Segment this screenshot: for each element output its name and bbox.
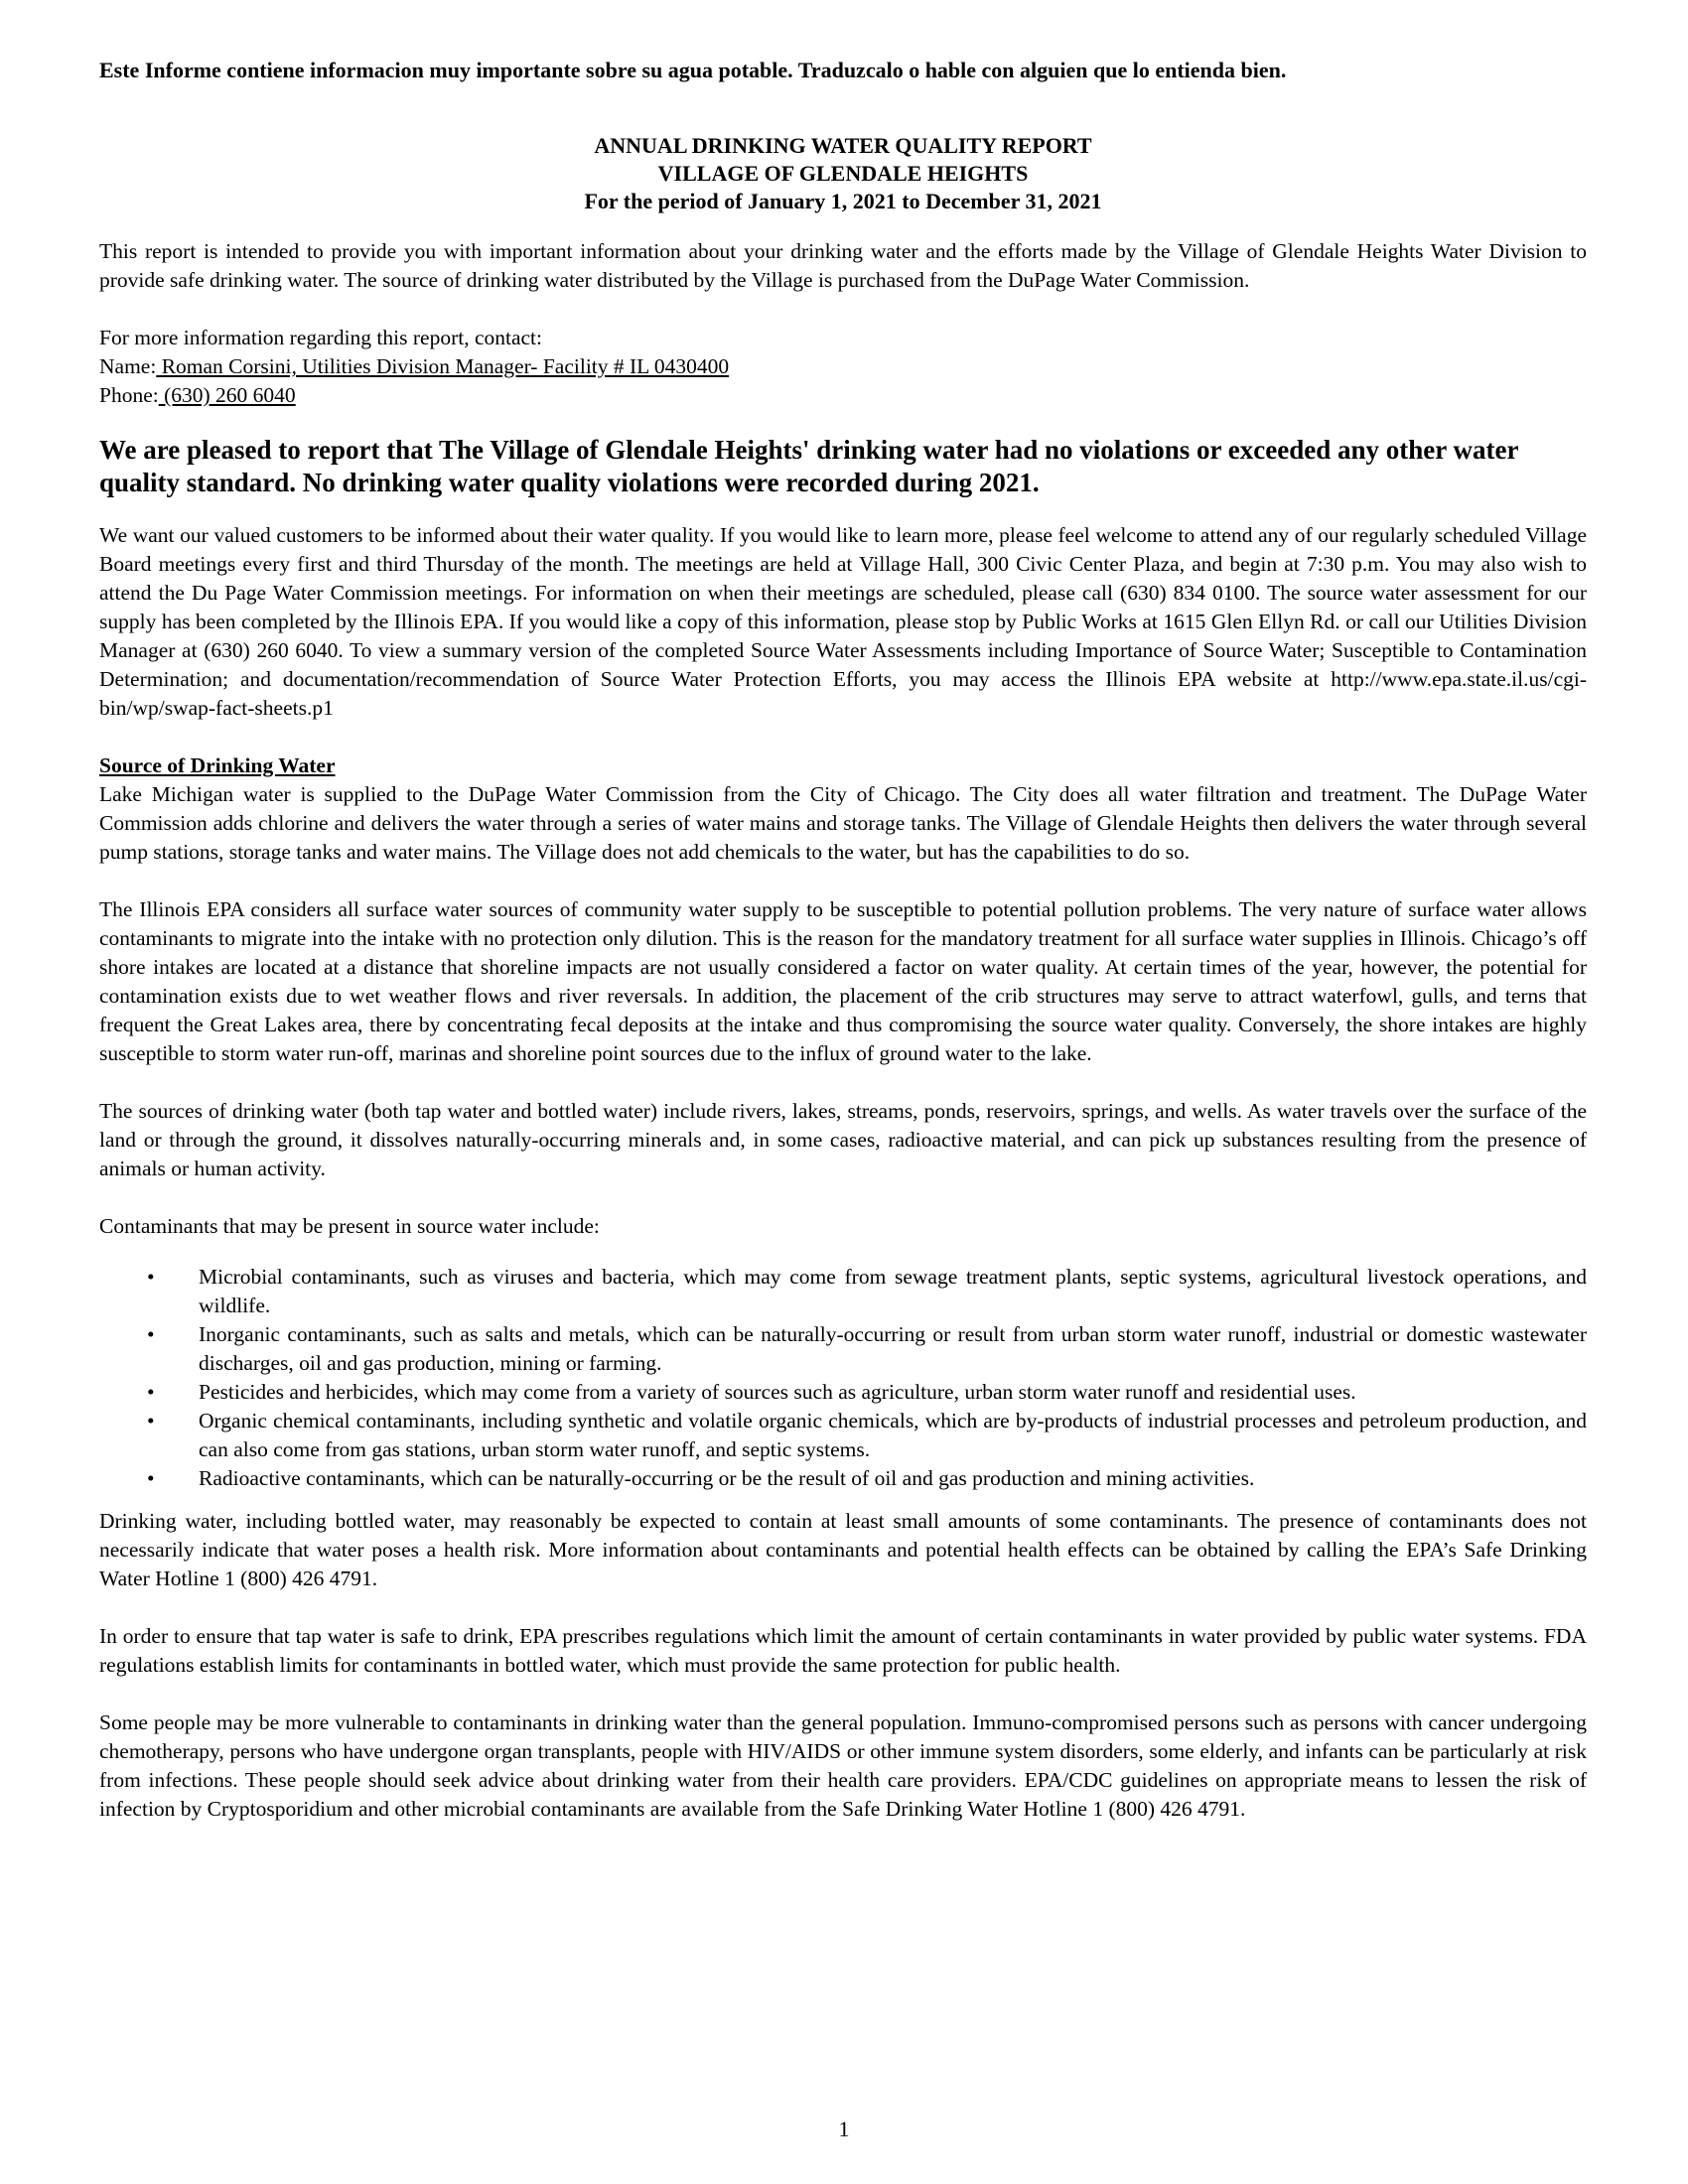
report-period: For the period of January 1, 2021 to December 31, 2021 — [584, 189, 1102, 213]
bullet-icon: • — [147, 1409, 155, 1433]
list-item: • Radioactive contaminants, which can be naturally-occurring or be the result of oil and gas production and mining activities. — [99, 1464, 1587, 1493]
report-title-block — [99, 132, 1587, 215]
report-title: ANNUAL DRINKING WATER QUALITY REPORT — [594, 133, 1092, 158]
list-item: • Pesticides and herbicides, which may come from a variety of sources such as agriculture, urban storm water runoff and residential uses. — [99, 1378, 1587, 1407]
no-violations-headline: We are pleased to report that The Village of Glendale Heights' drinking water had no violations or exceeded any other water quality standard. No drinking water quality violations were recorded during 2021. — [99, 435, 1518, 497]
epa-paragraph: The Illinois EPA considers all surface water sources of community water supply to be susceptible to potential pollution problems. The very nature of surface water allows contaminants to migrate into the intake with no protection only dilution. This is the reason for the mandatory treatment for all surface water supplies in Illinois. Chicago’s off shore intakes are located at a distance that shoreline impacts are not usually considered a factor on water quality. At certain times of the year, however, the potential for contamination exists due to wet weather flows and river reversals. In addition, the placement of the crib structures may serve to attract waterfowl, gulls, and terns that frequent the Great Lakes area, there by concentrating fecal deposits at the intake and thus compromising the source water quality. Conversely, the shore intakes are highly susceptible to storm water run-off, marinas and shoreline point sources due to the influx of ground water to the lake. — [99, 897, 1587, 1065]
page-content — [99, 56, 1587, 1852]
sources-paragraph: The sources of drinking water (both tap water and bottled water) include rivers, lakes, streams, ponds, reservoirs, springs, and wells. As water travels over the surface of the land or through the ground, it dissolves naturally-occurring minerals and, in some cases, radioactive material, and can pick up substances resulting from the presence of animals or human activity. — [99, 1099, 1587, 1180]
contact-name-line — [99, 352, 1587, 381]
bullet-icon: • — [147, 1322, 155, 1346]
regulations-paragraph: In order to ensure that tap water is safe to drink, EPA prescribes regulations which limit the amount of certain contaminants in water provided by public water systems. FDA regulations establish limits for contaminants in bottled water, which must provide the same protection for public health. — [99, 1624, 1587, 1677]
customers-paragraph: We want our valued customers to be informed about their water quality. If you would like to learn more, please feel welcome to attend any of our regularly scheduled Village Board meetings every first and third Thursday of the month. The meetings are held at Village Hall, 300 Civic Center Plaza, and begin at 7:30 p.m. You may also wish to attend the Du Page Water Commission meetings. For information on when their meetings are scheduled, please call (630) 834 0100. The source water assessment for our supply has been completed by the Illinois EPA. If you would like a copy of this information, please stop by Public Works at 1615 Glen Ellyn Rd. or call our Utilities Division Manager at (630) 260 6040. To view a summary version of the completed Source Water Assessments including Importance of Source Water; Susceptible to Contamination Determination; and documentation/recommendation of Source Water Protection Efforts, you may access the Illinois EPA website at http://www.epa.state.il.us/cgi-bin/wp/swap-fact-sheets.p1 — [99, 523, 1587, 720]
bullet-icon: • — [147, 1265, 155, 1289]
intro-paragraph: This report is intended to provide you with important information about your drinking water and the efforts made by the Village of Glendale Heights Water Division to provide safe drinking water. The source of drinking water distributed by the Village is purchased from the DuPage Water Commission. — [99, 239, 1587, 292]
bullet-icon: • — [147, 1380, 155, 1404]
contact-name-label: Name: — [99, 354, 157, 378]
vulnerable-paragraph: Some people may be more vulnerable to contaminants in drinking water than the general population. Immuno-compromised persons such as persons with cancer undergoing chemotherapy, persons who have undergone organ transplants, people with HIV/AIDS or other immune system disorders, some elderly, and infants can be particularly at risk from infections. These people should seek advice about drinking water from their health care providers. EPA/CDC guidelines on appropriate means to lessen the risk of infection by Cryptosporidium and other microbial contaminants are available from the Safe Drinking Water Hotline 1 (800) 426 4791. — [99, 1710, 1587, 1821]
contact-lead: For more information regarding this report, contact: — [99, 326, 542, 349]
source-paragraph: Lake Michigan water is supplied to the DuPage Water Commission from the City of Chicago. The City does all water filtration and treatment. The DuPage Water Commission adds chlorine and delivers the water through a series of water mains and storage tanks. The Village of Glendale Heights then delivers the water through several pump stations, storage tanks and water mains. The Village does not add chemicals to the water, but has the capabilities to do so. — [99, 782, 1587, 864]
spanish-notice: Este Informe contiene informacion muy importante sobre su agua potable. Traduzcalo o hable con alguien que lo entienda bien. — [99, 58, 1287, 82]
contact-phone-line — [99, 381, 1587, 410]
source-heading: Source of Drinking Water — [99, 753, 336, 777]
contact-phone-value: (630) 260 6040 — [158, 383, 296, 407]
list-item: • Inorganic contaminants, such as salts and metals, which can be naturally-occurring or result from urban storm water runoff, industrial or domestic wastewater discharges, oil and gas production, mining or farming. — [147, 1322, 1587, 1375]
contact-name-value: Roman Corsini, Utilities Division Manager- Facility # IL 0430400 — [156, 354, 730, 378]
contact-block — [99, 324, 1587, 410]
list-item: • Organic chemical contaminants, including synthetic and volatile organic chemicals, which are by-products of industrial processes and petroleum production, and can also come from gas stations, urban storm water runoff, and septic systems. — [147, 1409, 1587, 1461]
village-name: VILLAGE OF GLENDALE HEIGHTS — [657, 161, 1029, 186]
page-number: 1 — [838, 2116, 850, 2141]
list-item: • Microbial contaminants, such as viruses and bacteria, which may come from sewage treatment plants, septic systems, agricultural livestock operations, and wildlife. — [147, 1265, 1587, 1317]
contaminants-intro: Contaminants that may be present in source water include: — [99, 1214, 600, 1238]
contact-phone-label: Phone: — [99, 383, 159, 407]
bottled-water-paragraph: Drinking water, including bottled water, may reasonably be expected to contain at least small amounts of some contaminants. The presence of contaminants does not necessarily indicate that water poses a health risk. More information about contaminants and potential health effects can be obtained by calling the EPA’s Safe Drinking Water Hotline 1 (800) 426 4791. — [99, 1509, 1587, 1590]
bullet-icon: • — [147, 1466, 155, 1490]
contaminants-list — [99, 1263, 1587, 1493]
